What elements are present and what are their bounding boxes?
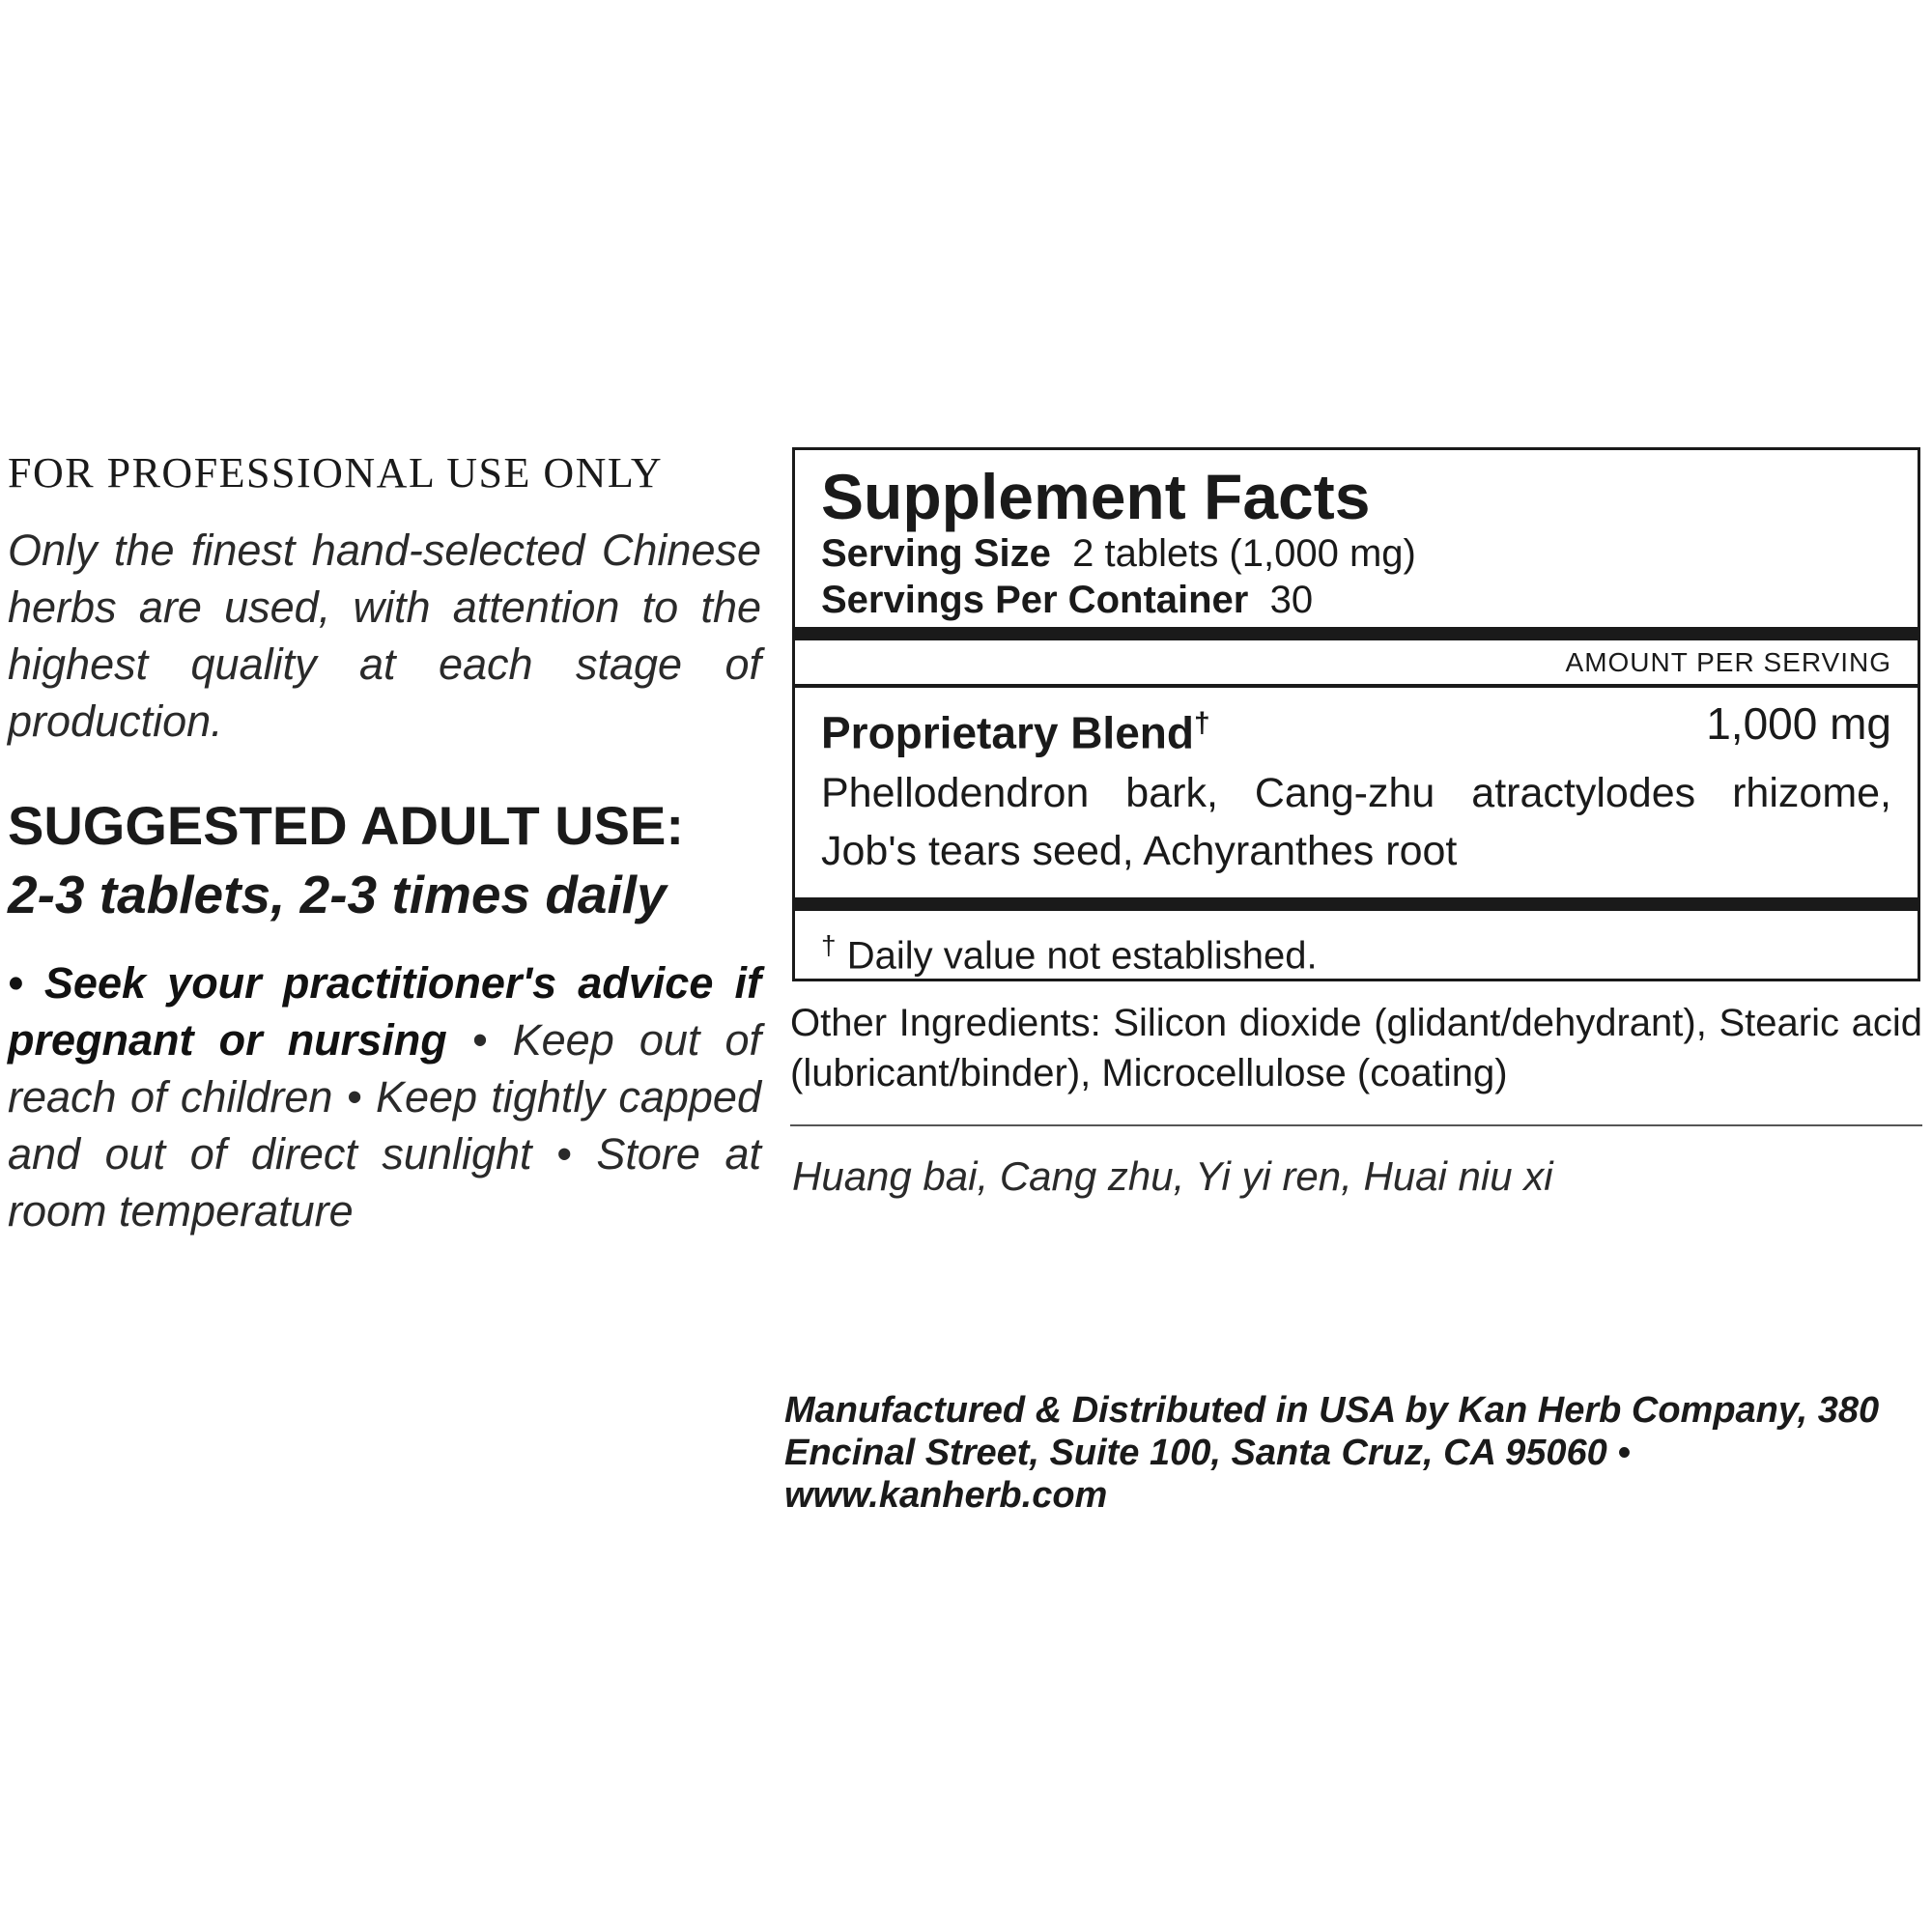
usage-column [8,446,761,1239]
warning-pregnancy: • Seek your practitioner's advice if pregnant or nursing [8,958,761,1065]
divider-thin [795,684,1918,688]
servings-per-container-value: 30 [1269,579,1314,621]
divider-thick [795,627,1918,640]
footnote-dagger: † [821,930,837,960]
separator-line [790,1124,1922,1126]
other-ingredients: Other Ingredients: Silicon dioxide (glidant/dehydrant), Stearic acid (lubricant/binder), Microcellulose (coating) [790,1002,1922,1094]
serving-size-row [821,529,1416,578]
proprietary-blend-amount: 1,000 mg [1706,698,1891,749]
amount-per-serving-header: AMOUNT PER SERVING [1565,647,1891,677]
proprietary-blend-ingredients: Phellodendron bark, Cang-zhu atractylodes rhizome, Job's tears seed, Achyranthes root [821,770,1891,874]
warnings-text [8,954,761,1239]
suggested-use-heading: SUGGESTED ADULT USE: [8,795,685,856]
serving-size-label: Serving Size [821,532,1051,575]
supplement-facts-panel [792,447,1920,981]
professional-use-heading: FOR PROFESSIONAL USE ONLY [8,449,664,497]
servings-per-container-row [821,576,1313,624]
dagger-mark: † [1194,707,1210,739]
servings-per-container-label: Servings Per Container [821,579,1249,621]
serving-size-value: 2 tablets (1,000 mg) [1072,532,1416,575]
warning-storage: • Keep out of reach of children • Keep tightly capped and out of direct sunlight • Store at room temperature [8,1015,761,1236]
suggested-dose: 2-3 tablets, 2-3 times daily [8,865,667,924]
divider-thick-bottom [795,897,1918,911]
intro-text: Only the finest hand-selected Chinese herbs are used, with attention to the highest quality at each stage of production. [8,526,761,746]
manufacturer-info: Manufactured & Distributed in USA by Kan Herb Company, 380 Encinal Street, Suite 100, Santa Cruz, CA 95060 • www.kanherb.com [784,1390,1880,1516]
daily-value-footnote: † Daily value not established. [821,930,1318,978]
proprietary-blend-name: Proprietary Blend† [821,707,1210,758]
facts-title: Supplement Facts [821,461,1371,532]
chinese-herb-names: Huang bai, Cang zhu, Yi yi ren, Huai niu xi [792,1153,1553,1199]
